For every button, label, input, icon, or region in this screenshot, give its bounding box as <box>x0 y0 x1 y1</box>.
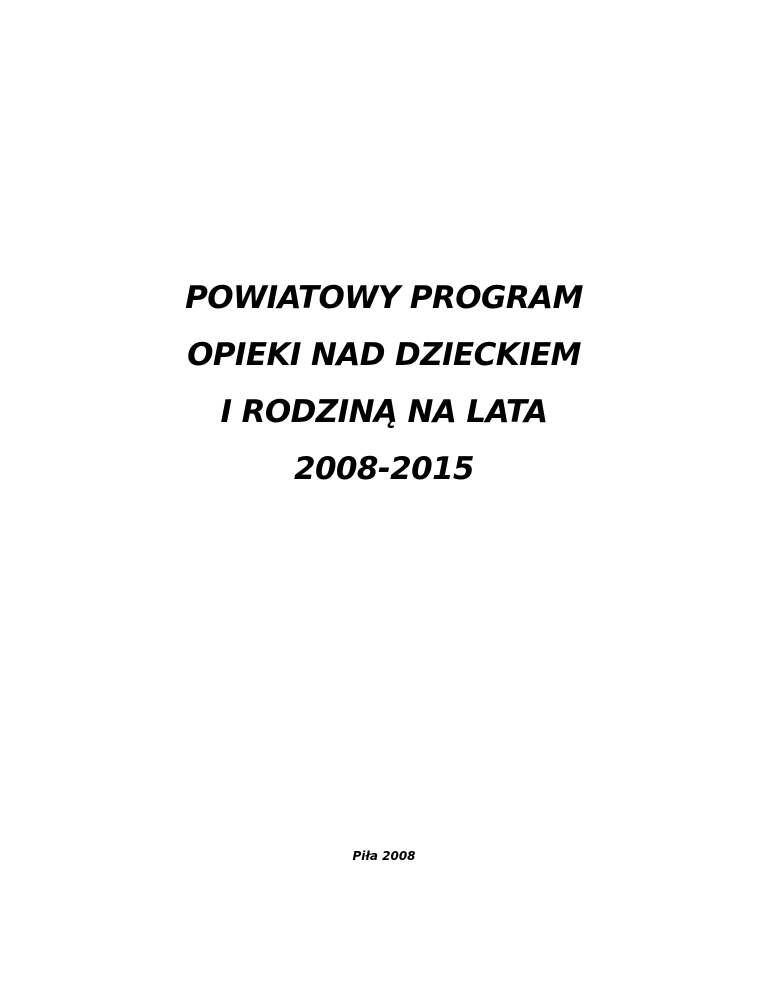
document-title <box>0 270 768 498</box>
title-line-4: 2008-2015 <box>293 451 475 487</box>
title-line-2: OPIEKI NAD DZIECKIEM <box>187 337 581 373</box>
title-line-3: I RODZINĄ NA LATA <box>220 394 548 430</box>
place-and-date: Piła 2008 <box>352 849 416 863</box>
title-line-1: POWIATOWY PROGRAM <box>185 280 583 316</box>
